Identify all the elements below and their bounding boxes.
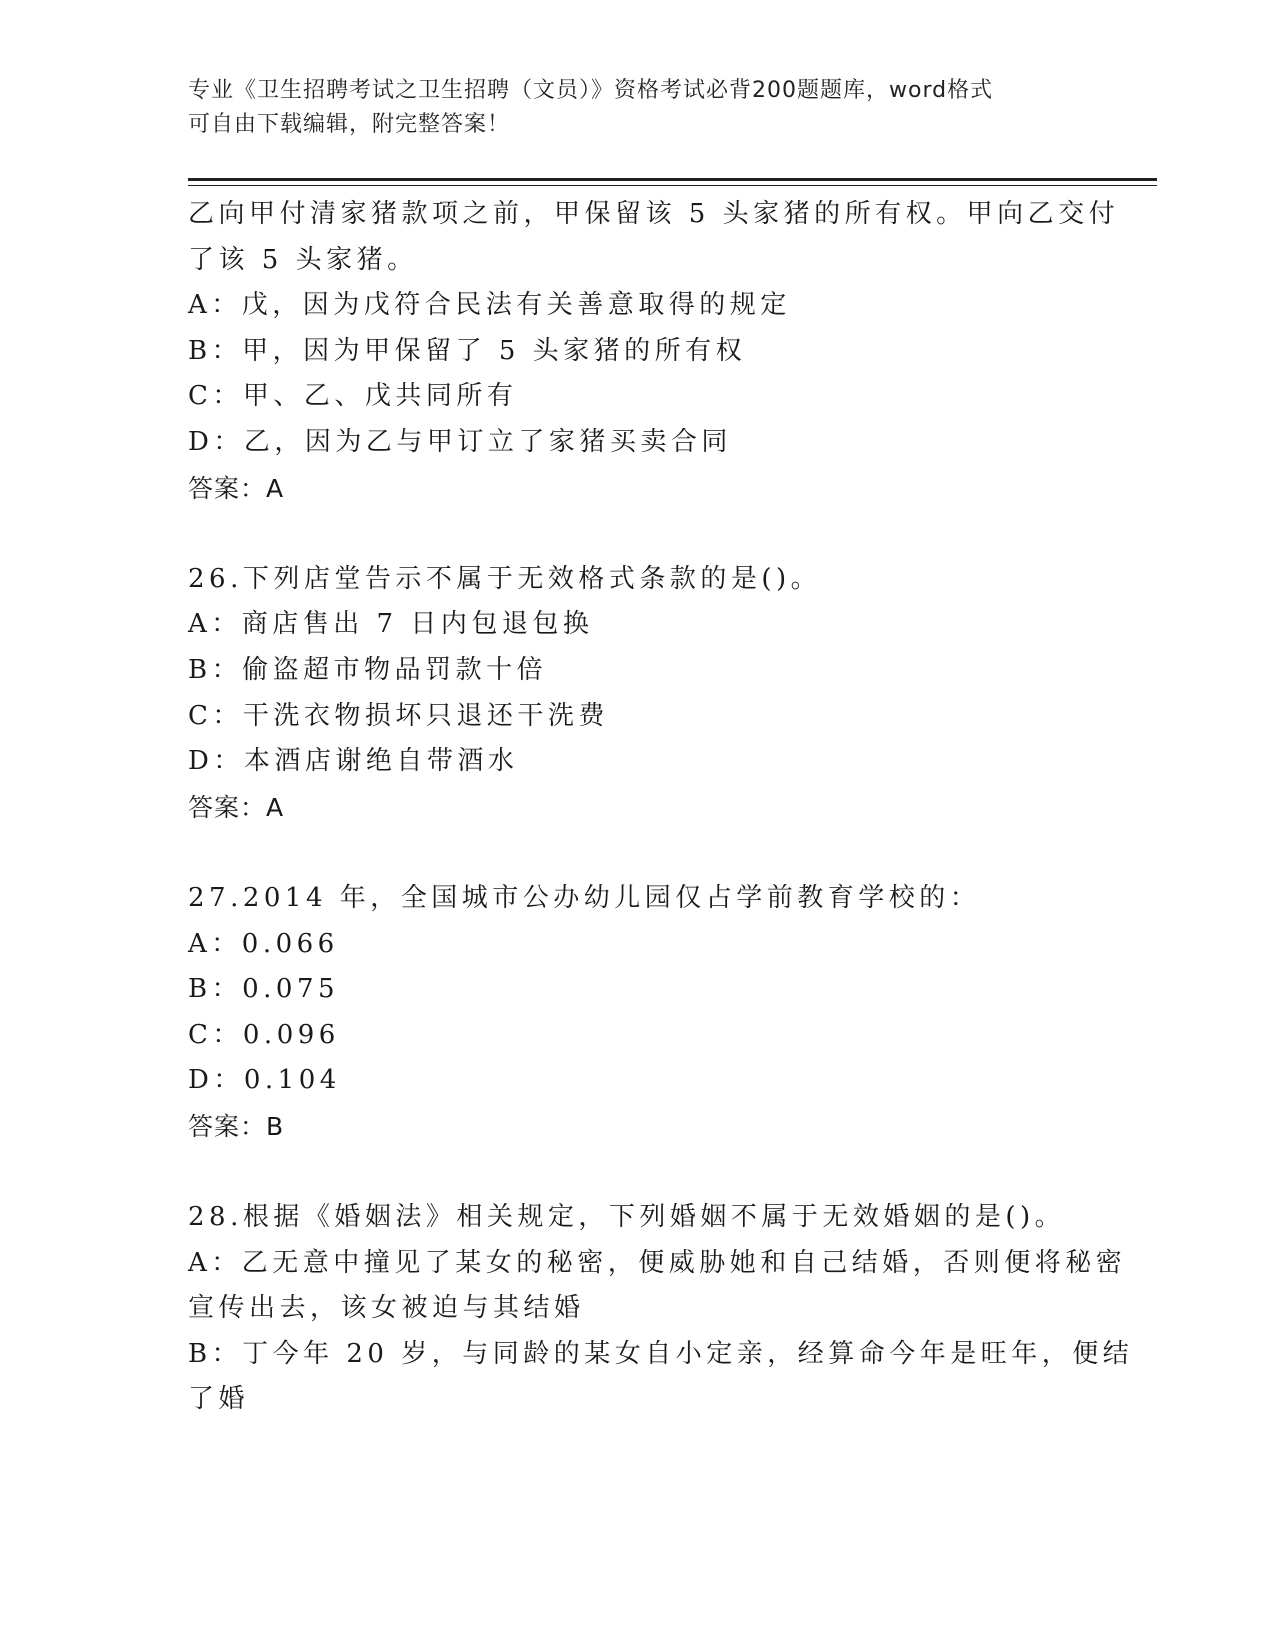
question-content xyxy=(188,192,1134,1423)
answer-label: 答案：B xyxy=(188,1111,285,1141)
option-a: A：0.066 xyxy=(188,928,339,959)
header-line-2: 可自由下载编辑，附完整答案！ xyxy=(188,112,511,137)
option-c: C：甲、乙、戊共同所有 xyxy=(188,381,518,412)
question-27 xyxy=(188,876,1088,1150)
option-b: B：偷盗超市物品罚款十倍 xyxy=(188,654,548,685)
header-line-1: 专业《卫生招聘考试之卫生招聘（文员）》资格考试必背200题题库，word格式 xyxy=(188,78,994,103)
question-stem: 28.根据《婚姻法》相关规定，下列婚姻不属于无效婚姻的是()。 xyxy=(188,1202,1066,1233)
option-a: A：商店售出 7 日内包退包换 xyxy=(188,609,594,640)
option-a-line-2: 宣传出去，该女被迫与其结婚 xyxy=(188,1293,585,1324)
spacer xyxy=(188,511,1088,557)
option-b: B：甲，因为甲保留了 5 头家猪的所有权 xyxy=(188,335,747,366)
answer-label: 答案：A xyxy=(188,792,285,822)
document-header xyxy=(188,74,1088,142)
option-a-line-1: A：乙无意中撞见了某女的秘密，便威胁她和自己结婚，否则便将秘密 xyxy=(188,1247,1127,1278)
option-d: D：乙，因为乙与甲订立了家猪买卖合同 xyxy=(188,426,732,457)
question-stem: 26.下列店堂告示不属于无效格式条款的是()。 xyxy=(188,563,822,594)
option-d: D：本酒店谢绝自带酒水 xyxy=(188,746,519,777)
question-28 xyxy=(188,1195,1134,1423)
header-rule-thick xyxy=(188,178,1157,181)
question-25-continuation xyxy=(188,192,1120,511)
option-c: C：0.096 xyxy=(188,1019,340,1050)
option-d: D：0.104 xyxy=(188,1065,341,1096)
question-stem-line: 了该 5 头家猪。 xyxy=(188,244,418,275)
question-stem-line: 乙向甲付清家猪款项之前，甲保留该 5 头家猪的所有权。甲向乙交付 xyxy=(188,199,1120,229)
question-stem: 27.2014 年，全国城市公办幼儿园仅占学前教育学校的： xyxy=(188,882,981,913)
option-b: B：0.075 xyxy=(188,974,340,1005)
option-b-line-2: 了婚 xyxy=(188,1384,250,1415)
header-rule-thin xyxy=(188,185,1157,186)
option-c: C：干洗衣物损坏只退还干洗费 xyxy=(188,700,609,731)
question-26 xyxy=(188,557,1088,831)
option-b-line-1: B：丁今年 20 岁，与同龄的某女自小定亲，经算命今年是旺年，便结 xyxy=(188,1338,1134,1369)
spacer xyxy=(188,830,1088,876)
spacer xyxy=(188,1149,1088,1195)
option-a: A：戊，因为戊符合民法有关善意取得的规定 xyxy=(188,290,791,321)
answer-label: 答案：A xyxy=(188,473,285,503)
